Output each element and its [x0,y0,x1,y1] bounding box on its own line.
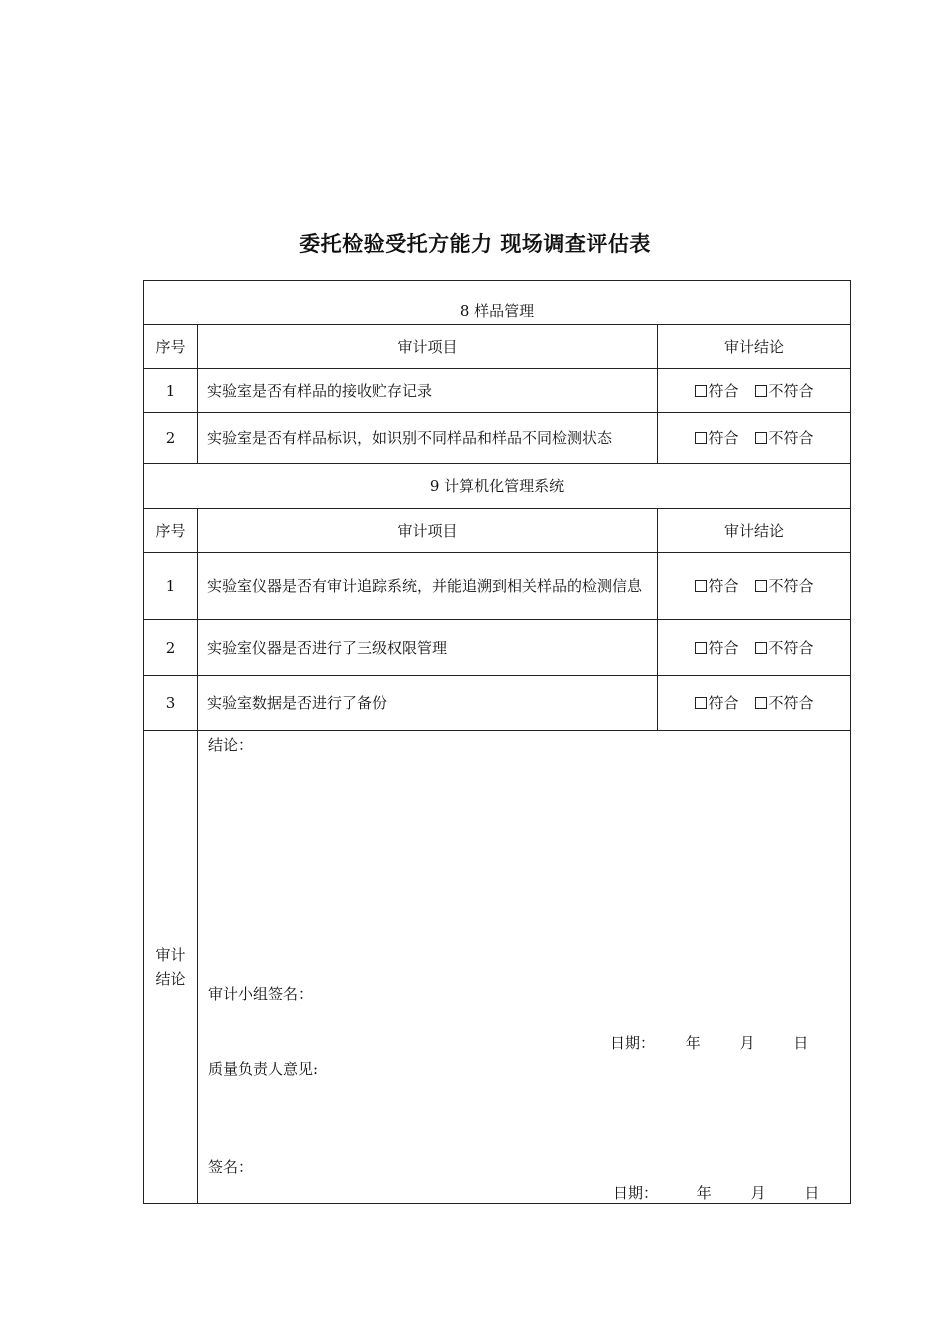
qa-opinion-label: 质量负责人意见: [208,1060,319,1078]
checkbox-icon[interactable] [695,385,707,397]
row-item: 实验室数据是否进行了备份 [198,676,658,731]
table-row [144,553,851,620]
checkbox-icon[interactable] [755,432,767,444]
table-row [144,676,851,731]
evaluation-table [143,280,851,1204]
checkbox-icon[interactable] [755,697,767,709]
qa-sign-date: 日期： 年 月 日 [613,1184,820,1202]
row-item: 实验室仪器是否进行了三级权限管理 [198,620,658,676]
team-sign-label: 审计小组签名： [208,985,314,1003]
row-item: 实验室仪器是否有审计追踪系统，并能追溯到相关样品的检测信息 [198,553,658,620]
conclusion-row [144,731,851,1204]
conform-option[interactable]: 符合 [695,636,739,660]
page-title: 委托检验受托方能力 现场调查评估表 [299,232,651,256]
checkbox-icon[interactable] [695,432,707,444]
col-header-no: 序号 [144,325,198,369]
checkbox-icon[interactable] [755,580,767,592]
row-result [658,676,851,731]
row-result [658,369,851,413]
row-no: 1 [144,369,198,413]
row-item: 实验室是否有样品标识，如识别不同样品和样品不同检测状态 [198,413,658,464]
checkbox-icon[interactable] [695,697,707,709]
section-8-heading: 8 样品管理 [144,281,851,325]
row-result [658,620,851,676]
table-row [144,413,851,464]
row-result [658,413,851,464]
team-sign-date: 日期： 年 月 日 [610,1034,809,1052]
conform-option[interactable]: 符合 [695,426,739,450]
nonconform-option[interactable]: 不符合 [755,636,814,660]
checkbox-icon[interactable] [695,642,707,654]
col-header-result: 审计结论 [658,509,851,553]
row-no: 1 [144,553,198,620]
nonconform-option[interactable]: 不符合 [755,691,814,715]
conclusion-label: 结论： [208,736,254,754]
conform-option[interactable]: 符合 [695,379,739,403]
checkbox-icon[interactable] [755,385,767,397]
conclusion-body[interactable] [198,731,851,1204]
checkbox-icon[interactable] [695,580,707,592]
table-row [144,620,851,676]
section-9-header-row [144,509,851,553]
conform-option[interactable]: 符合 [695,691,739,715]
section-8-heading-row [144,281,851,325]
section-9-heading: 9 计算机化管理系统 [144,464,851,509]
row-no: 2 [144,620,198,676]
conclusion-side-label: 审计 结论 [144,731,198,1204]
section-8-header-row [144,325,851,369]
row-result [658,553,851,620]
row-no: 2 [144,413,198,464]
section-9-heading-row [144,464,851,509]
row-no: 3 [144,676,198,731]
conform-option[interactable]: 符合 [695,574,739,598]
table-row [144,369,851,413]
col-header-item: 审计项目 [198,325,658,369]
nonconform-option[interactable]: 不符合 [755,379,814,403]
row-item: 实验室是否有样品的接收贮存记录 [198,369,658,413]
col-header-result: 审计结论 [658,325,851,369]
col-header-no: 序号 [144,509,198,553]
nonconform-option[interactable]: 不符合 [755,574,814,598]
col-header-item: 审计项目 [198,509,658,553]
nonconform-option[interactable]: 不符合 [755,426,814,450]
checkbox-icon[interactable] [755,642,767,654]
sign-label: 签名： [208,1158,254,1176]
